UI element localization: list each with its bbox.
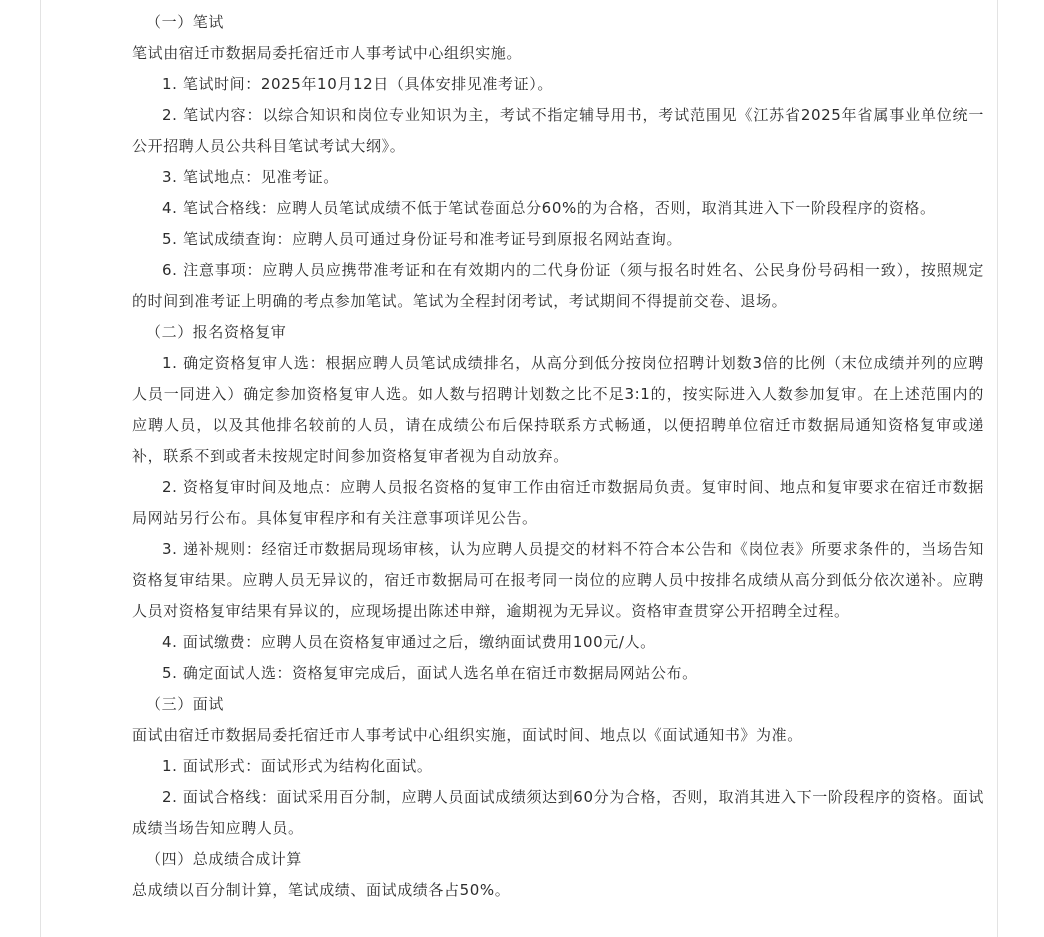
list-item: 3. 笔试地点：见准考证。 [162,168,339,186]
section-heading: （四）总成绩合成计算 [146,850,303,868]
paragraph: 面试由宿迁市数据局委托宿迁市人事考试中心组织实施，面试时间、地点以《面试通知书》为准。 [132,726,803,744]
document-page [40,0,998,937]
list-item: 6. 注意事项：应聘人员应携带准考证和在有效期内的二代身份证（须与报名时姓名、公民身份号码相一致），按照规定的时间到准考证上明确的考点参加笔试。笔试为全程封闭考试，考试期间不得提前交卷、退场。 [132,261,984,310]
section-heading: （一）笔试 [146,13,225,31]
list-item: 5. 确定面试人选：资格复审完成后，面试人选名单在宿迁市数据局网站公布。 [162,664,698,682]
list-item: 1. 面试形式：面试形式为结构化面试。 [162,757,433,775]
paragraph: 笔试由宿迁市数据局委托宿迁市人事考试中心组织实施。 [132,44,523,62]
article-body [132,7,984,906]
paragraph: 总成绩以百分制计算，笔试成绩、面试成绩各占50%。 [132,881,511,899]
list-item: 1. 笔试时间：2025年10月12日（具体安排见准考证）。 [162,75,553,93]
list-item: 4. 面试缴费：应聘人员在资格复审通过之后，缴纳面试费用100元/人。 [162,633,656,651]
section-heading: （三）面试 [146,695,225,713]
list-item: 2. 笔试内容：以综合知识和岗位专业知识为主，考试不指定辅导用书，考试范围见《江苏省2025年省属事业单位统一公开招聘人员公共科目笔试考试大纲》。 [132,106,984,155]
list-item: 4. 笔试合格线：应聘人员笔试成绩不低于笔试卷面总分60%的为合格，否则，取消其进入下一阶段程序的资格。 [162,199,936,217]
list-item: 3. 递补规则：经宿迁市数据局现场审核，认为应聘人员提交的材料不符合本公告和《岗位表》所要求条件的，当场告知资格复审结果。应聘人员无异议的，宿迁市数据局可在报考同一岗位的应聘人员中按排名成绩从高分到低分依次递补。应聘人员对资格复审结果有异议的，应现场提出陈述申辩，逾期视为无异议。资格审查贯穿公开招聘全过程。 [132,540,984,620]
list-item: 2. 面试合格线：面试采用百分制，应聘人员面试成绩须达到60分为合格，否则，取消其进入下一阶段程序的资格。面试成绩当场告知应聘人员。 [132,788,984,837]
section-heading: （二）报名资格复审 [146,323,287,341]
list-item: 5. 笔试成绩查询：应聘人员可通过身份证号和准考证号到原报名网站查询。 [162,230,683,248]
list-item: 2. 资格复审时间及地点：应聘人员报名资格的复审工作由宿迁市数据局负责。复审时间、地点和复审要求在宿迁市数据局网站另行公布。具体复审程序和有关注意事项详见公告。 [132,478,984,527]
list-item: 1. 确定资格复审人选：根据应聘人员笔试成绩排名，从高分到低分按岗位招聘计划数3倍的比例（末位成绩并列的应聘人员一同进入）确定参加资格复审人选。如人数与招聘计划数之比不足3:1的，按实际进入人数参加复审。在上述范围内的应聘人员，以及其他排名较前的人员，请在成绩公布后保持联系方式畅通，以便招聘单位宿迁市数据局通知资格复审或递补，联系不到或者未按规定时间参加资格复审者视为自动放弃。 [132,354,984,465]
